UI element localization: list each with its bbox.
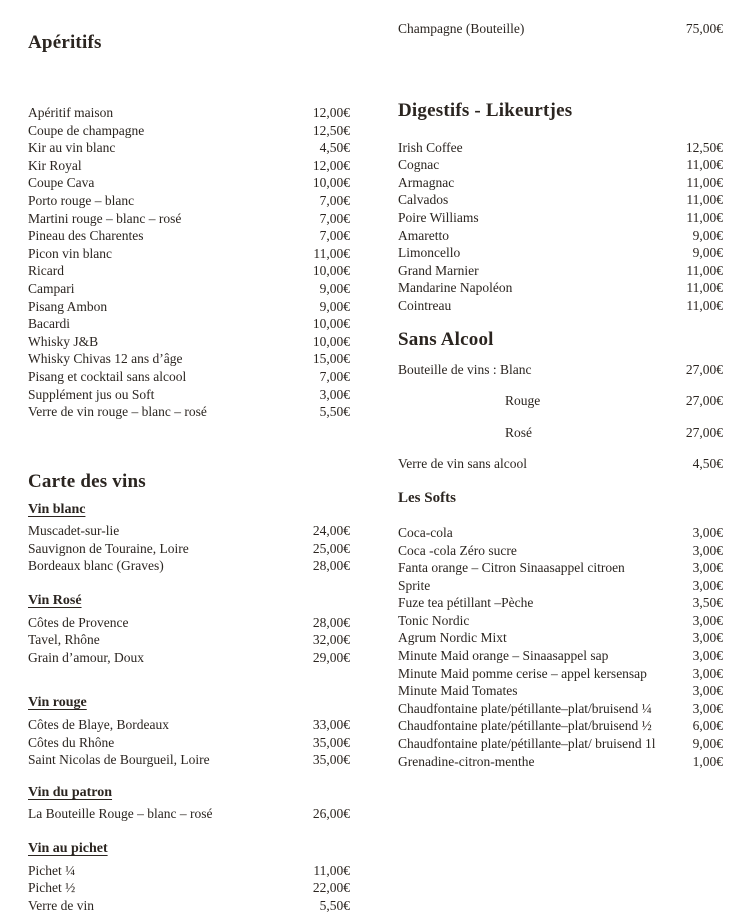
menu-item-row xyxy=(28,245,350,263)
menu-item-row xyxy=(398,753,723,771)
menu-item-row xyxy=(398,156,723,174)
item-price: 26,00€ xyxy=(312,806,350,822)
menu-item-row xyxy=(398,262,723,280)
menu-item-row xyxy=(398,191,723,209)
item-price: 11,00€ xyxy=(686,192,723,208)
item-price: 7,00€ xyxy=(319,228,350,244)
menu-item-row xyxy=(398,424,723,442)
item-name: Pisang et cocktail sans alcool xyxy=(28,368,187,384)
item-price: 4,50€ xyxy=(319,140,350,156)
item-price: 11,00€ xyxy=(686,297,723,313)
item-name: Pichet ¼ xyxy=(28,862,76,878)
menu-item-row xyxy=(28,368,350,386)
item-price: 22,00€ xyxy=(312,880,350,896)
left-column xyxy=(28,0,350,914)
item-name: Côtes du Rhône xyxy=(28,734,115,750)
subsection-vin-rouge xyxy=(28,694,350,768)
menu-item-row xyxy=(398,542,723,560)
menu-item-row xyxy=(398,629,723,647)
menu-item-row xyxy=(28,557,350,575)
subsection-title: Vin Rosé xyxy=(28,593,82,609)
item-name: Kir Royal xyxy=(28,157,82,173)
item-price: 10,00€ xyxy=(312,333,350,349)
item-price: 3,00€ xyxy=(692,577,723,593)
item-name: Minute Maid Tomates xyxy=(398,683,518,699)
section-title-sans-alcool: Sans Alcool xyxy=(398,328,494,350)
subsection-vin-blanc xyxy=(28,501,350,575)
item-name: Apéritif maison xyxy=(28,105,114,120)
item-name: Fuze tea pétillant –Pèche xyxy=(398,595,534,611)
digestifs-list xyxy=(398,139,723,315)
menu-item-row xyxy=(398,682,723,700)
item-name: Grand Marnier xyxy=(398,262,479,278)
subsection-title: Vin du patron xyxy=(28,784,113,800)
item-name: Armagnac xyxy=(398,174,455,190)
menu-item-row xyxy=(28,122,350,140)
vin-du-patron-list xyxy=(28,805,350,823)
item-price: 24,00€ xyxy=(312,523,350,539)
item-price: 9,00€ xyxy=(692,736,723,752)
item-name: Calvados xyxy=(398,192,449,208)
item-name: Tavel, Rhône xyxy=(28,632,100,648)
item-name: Cointreau xyxy=(398,297,452,313)
item-price: 75,00€ xyxy=(685,21,723,36)
item-name: Limoncello xyxy=(398,245,461,261)
menu-item-row xyxy=(28,174,350,192)
item-name: Whisky Chivas 12 ans d’âge xyxy=(28,351,183,367)
item-name: Chaudfontaine plate/pétillante–plat/ bruisend 1l xyxy=(398,736,656,752)
item-price: 29,00€ xyxy=(312,649,350,665)
menu-item-row xyxy=(398,594,723,612)
menu-item-row xyxy=(28,734,350,752)
softs-list xyxy=(398,524,723,770)
item-name: Porto rouge – blanc xyxy=(28,192,135,208)
menu-item-row xyxy=(28,897,350,915)
item-price: 11,00€ xyxy=(686,262,723,278)
item-price: 35,00€ xyxy=(312,734,350,750)
item-price: 3,00€ xyxy=(692,630,723,646)
item-name: Supplément jus ou Soft xyxy=(28,386,155,402)
item-price: 1,00€ xyxy=(692,753,723,769)
item-name: Kir au vin blanc xyxy=(28,140,116,156)
item-name: Bouteille de vins : Blanc xyxy=(398,361,532,377)
menu-item-row xyxy=(28,210,350,228)
item-price: 25,00€ xyxy=(312,540,350,556)
menu-item-row xyxy=(28,649,350,667)
vin-blanc-list xyxy=(28,522,350,575)
menu-item-row xyxy=(28,315,350,333)
menu-item-row xyxy=(28,157,350,175)
aperitifs-list xyxy=(28,104,350,421)
item-name: Saint Nicolas de Bourgueil, Loire xyxy=(28,752,210,768)
item-name: Muscadet-sur-lie xyxy=(28,523,120,539)
menu-item-row xyxy=(398,647,723,665)
item-price: 11,00€ xyxy=(686,209,723,225)
item-name: Campari xyxy=(28,280,75,296)
menu-item-row xyxy=(28,403,350,421)
item-price: 5,50€ xyxy=(319,897,350,913)
item-price: 11,00€ xyxy=(686,280,723,296)
item-price: 27,00€ xyxy=(685,424,723,440)
item-price: 27,00€ xyxy=(685,361,723,377)
menu-item-row xyxy=(28,262,350,280)
item-name: Cognac xyxy=(398,157,440,173)
item-price: 9,00€ xyxy=(319,298,350,314)
item-name: Chaudfontaine plate/pétillante–plat/bruisend ¼ xyxy=(398,700,652,716)
vin-rouge-list xyxy=(28,716,350,769)
item-name: Verre de vin rouge – blanc – rosé xyxy=(28,404,207,420)
item-price: 11,00€ xyxy=(686,157,723,173)
menu-item-row xyxy=(28,139,350,157)
item-price: 6,00€ xyxy=(692,718,723,734)
menu-item-row xyxy=(398,577,723,595)
item-name: Côtes de Blaye, Bordeaux xyxy=(28,717,169,733)
item-price: 35,00€ xyxy=(312,752,350,768)
item-name: Tonic Nordic xyxy=(398,612,470,628)
item-name: Ricard xyxy=(28,263,64,279)
menu-item-row xyxy=(28,298,350,316)
menu-item-row xyxy=(28,280,350,298)
item-price: 9,00€ xyxy=(319,280,350,296)
item-price: 28,00€ xyxy=(312,614,350,630)
menu-item-row xyxy=(28,522,350,540)
menu-item-row xyxy=(398,392,723,410)
menu-item-row xyxy=(398,227,723,245)
item-price: 27,00€ xyxy=(685,393,723,409)
item-name: Picon vin blanc xyxy=(28,245,112,261)
item-price: 3,00€ xyxy=(692,560,723,576)
item-price: 3,00€ xyxy=(692,524,723,540)
item-price: 3,00€ xyxy=(692,683,723,699)
item-name: Martini rouge – blanc – rosé xyxy=(28,210,182,226)
menu-item-row xyxy=(28,333,350,351)
menu-item-row xyxy=(398,612,723,630)
menu-item-row xyxy=(28,614,350,632)
item-price: 11,00€ xyxy=(313,862,350,878)
menu-item-row xyxy=(28,862,350,880)
item-name: Rosé xyxy=(505,424,532,440)
menu-item-row xyxy=(28,540,350,558)
menu-item-row xyxy=(398,559,723,577)
menu-item-row xyxy=(398,209,723,227)
menu-item-row xyxy=(398,297,723,315)
menu-item-row xyxy=(398,717,723,735)
item-name: Grenadine-citron-menthe xyxy=(398,753,535,769)
menu-item-row xyxy=(28,227,350,245)
item-price: 3,00€ xyxy=(319,386,350,402)
item-name: Bordeaux blanc (Graves) xyxy=(28,558,164,574)
vin-au-pichet-list xyxy=(28,862,350,915)
item-price: 28,00€ xyxy=(312,558,350,574)
item-name: Coupe Cava xyxy=(28,175,95,191)
item-price: 7,00€ xyxy=(319,368,350,384)
item-price: 9,00€ xyxy=(692,245,723,261)
item-price: 10,00€ xyxy=(312,316,350,332)
menu-item-row xyxy=(28,192,350,210)
subsection-title: Vin rouge xyxy=(28,695,87,711)
item-price: 15,00€ xyxy=(312,351,350,367)
menu-item-row xyxy=(398,524,723,542)
item-price: 3,50€ xyxy=(692,595,723,611)
item-price: 3,00€ xyxy=(692,612,723,628)
item-name: Agrum Nordic Mixt xyxy=(398,630,507,646)
item-price: 7,00€ xyxy=(319,210,350,226)
section-title-aperitifs: Apéritifs xyxy=(28,32,102,53)
section-title-digestifs: Digestifs - Likeurtjes xyxy=(398,99,573,121)
item-name: Verre de vin sans alcool xyxy=(398,456,527,472)
item-price: 12,00€ xyxy=(312,105,350,120)
item-price: 3,00€ xyxy=(692,542,723,558)
subsection-vin-au-pichet xyxy=(28,840,350,914)
item-name: Coupe de champagne xyxy=(28,122,145,138)
item-price: 33,00€ xyxy=(312,717,350,733)
menu-item-row xyxy=(398,244,723,262)
subsection-title: Vin blanc xyxy=(28,501,86,517)
item-price: 11,00€ xyxy=(686,174,723,190)
sans-alcool-list xyxy=(398,361,723,473)
item-name: Grain d’amour, Doux xyxy=(28,649,145,665)
item-price: 4,50€ xyxy=(692,456,723,472)
item-price: 12,00€ xyxy=(312,157,350,173)
item-name: Coca-cola xyxy=(398,524,453,540)
item-price: 12,50€ xyxy=(312,122,350,138)
item-price: 3,00€ xyxy=(692,700,723,716)
item-name: Champagne (Bouteille) xyxy=(398,21,525,36)
subsection-title: Vin au pichet xyxy=(28,841,108,856)
menu-item-row xyxy=(398,455,723,473)
menu-item-row xyxy=(398,361,723,379)
item-name: Pisang Ambon xyxy=(28,298,108,314)
menu-item-row xyxy=(28,386,350,404)
menu-item-row xyxy=(28,104,350,122)
menu-item-row xyxy=(398,665,723,683)
item-price: 3,00€ xyxy=(692,665,723,681)
subsection-vin-rose xyxy=(28,592,350,666)
menu-item-row xyxy=(28,805,350,823)
item-name: Minute Maid orange – Sinaasappel sap xyxy=(398,648,609,664)
item-price: 9,00€ xyxy=(692,227,723,243)
item-name: Coca -cola Zéro sucre xyxy=(398,542,517,558)
menu-item-row-champagne xyxy=(398,20,723,38)
menu-item-row xyxy=(28,631,350,649)
menu-item-row xyxy=(28,716,350,734)
item-price: 7,00€ xyxy=(319,192,350,208)
item-name: Fanta orange – Citron Sinaasappel citroen xyxy=(398,560,625,576)
item-name: Verre de vin xyxy=(28,897,94,913)
right-column xyxy=(398,0,723,770)
item-price: 5,50€ xyxy=(319,404,350,420)
item-name: Poire Williams xyxy=(398,209,479,225)
item-name: Chaudfontaine plate/pétillante–plat/bruisend ½ xyxy=(398,718,652,734)
menu-item-row xyxy=(398,735,723,753)
menu-item-row xyxy=(398,279,723,297)
menu-item-row xyxy=(28,350,350,368)
menu-item-row xyxy=(398,139,723,157)
item-name: La Bouteille Rouge – blanc – rosé xyxy=(28,806,213,822)
item-name: Côtes de Provence xyxy=(28,614,129,630)
item-name: Mandarine Napoléon xyxy=(398,280,513,296)
item-name: Pineau des Charentes xyxy=(28,228,144,244)
item-name: Sprite xyxy=(398,577,431,593)
item-name: Irish Coffee xyxy=(398,139,463,155)
item-price: 32,00€ xyxy=(312,632,350,648)
item-name: Amaretto xyxy=(398,227,449,243)
item-name: Pichet ½ xyxy=(28,880,76,896)
section-title-les-softs: Les Softs xyxy=(398,489,456,506)
item-name: Rouge xyxy=(505,393,541,409)
menu-item-row xyxy=(398,700,723,718)
item-name: Whisky J&B xyxy=(28,333,99,349)
item-name: Minute Maid pomme cerise – appel kersensap xyxy=(398,665,647,681)
item-price: 11,00€ xyxy=(313,245,350,261)
menu-item-row xyxy=(28,879,350,897)
item-price: 10,00€ xyxy=(312,263,350,279)
vin-rose-list xyxy=(28,614,350,667)
menu-item-row xyxy=(398,174,723,192)
item-price: 3,00€ xyxy=(692,648,723,664)
subsection-vin-du-patron xyxy=(28,784,350,823)
section-title-carte-des-vins: Carte des vins xyxy=(28,470,146,492)
item-name: Bacardi xyxy=(28,316,70,332)
menu-item-row xyxy=(28,751,350,769)
item-price: 12,50€ xyxy=(685,139,723,155)
item-name: Sauvignon de Touraine, Loire xyxy=(28,540,189,556)
item-price: 10,00€ xyxy=(312,175,350,191)
